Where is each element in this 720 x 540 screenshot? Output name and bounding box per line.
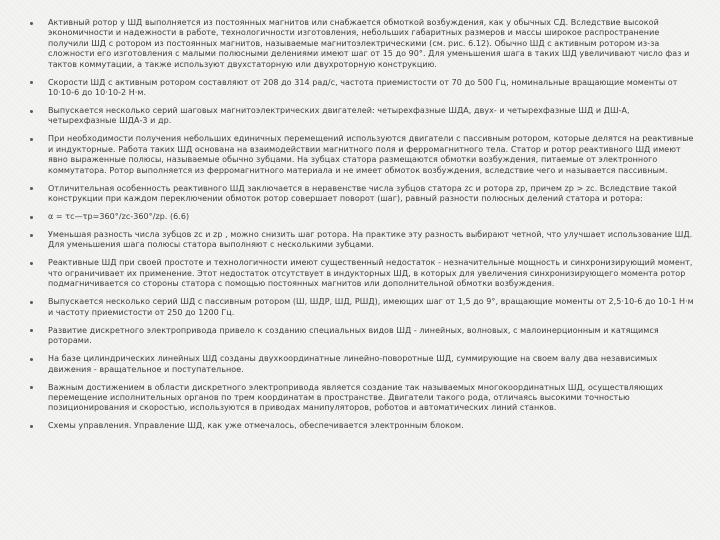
bullet-item xyxy=(28,297,700,318)
bullet-text: Реактивные ШД при своей простоте и технологичности имеют существенный недостаток - незначительные мощность и синхронизирующий момент, что ограничивает их применение. Этот недостаток отсутствует в индукторных ШД, в которых для увеличения синхронизирующего момента ротор подмагничивается со стороны статора с помощью постоянных магнитов или дополнительной обмотки возбуждения. xyxy=(48,258,693,289)
bullet-text: На базе цилиндрических линейных ШД созданы двухкоординатные линейно-поворотные ШД, суммирующие на своем валу два независимых движения - вращательное и поступательное. xyxy=(48,354,658,374)
bullet-dot-icon xyxy=(30,358,33,361)
bullet-dot-icon xyxy=(30,386,33,389)
bullet-item xyxy=(28,106,700,127)
bullet-item xyxy=(28,421,700,431)
bullet-dot-icon xyxy=(30,329,33,332)
bullet-text: Отличительная особенность реактивного ШД заключается в неравенстве числа зубцов статора zc и ротора zp, причем zp > zc. Вследствие такой конструкции при каждом переключении обмоток ротор совершает поворот (шаг), равный разности полюсных делений статора и ротора: xyxy=(48,183,677,204)
bullet-text: α = τc—τp=360°/zc-360°/zp. (6.6) xyxy=(48,212,190,222)
bullet-dot-icon xyxy=(30,234,33,237)
bullet-dot-icon xyxy=(30,425,33,428)
bullet-text: Выпускается несколько серий шаговых магнитоэлектрических двигателей: четырехфазные ШДА, двух- и четырехфазные ШД и ДШ-А, четырехфазные ШДА-3 и др. xyxy=(48,106,630,126)
bullet-list xyxy=(28,18,700,439)
bullet-item xyxy=(28,184,700,205)
bullet-dot-icon xyxy=(30,138,33,141)
bullet-dot-icon xyxy=(30,81,33,84)
bullet-text: При необходимости получения небольших единичных перемещений используются двигатели с пассивным ротором, которые делятся на реактивные и индукторные. Работа таких ШД основана на взаимодействии магнитного поля и ферромагнитного тела. Статор и ротор реактивного ШД имеют явно выраженные полюсы, называемые обычно зубцами. На зубцах статора размещаются обмотки возбуждения, питаемые от электронного коммутатора. Ротор выполняется из ферромагнитного материала и не имеет обмоток возбуждения, вследствие чего и называется пассивным. xyxy=(48,134,694,175)
bullet-text: Важным достижением в области дискретного электропривода является создание так называемых многокоординатных ШД, осуществляющих перемещение исполнительных органов по трем координатам в пространстве. Двигатели такого рода, отличаясь высокими точностью позиционирования и скоростью, используются в приводах манипуляторов, роботов и автоматических линий станков. xyxy=(48,382,664,413)
bullet-item xyxy=(28,258,700,289)
bullet-item xyxy=(28,326,700,347)
bullet-dot-icon xyxy=(30,301,33,304)
bullet-text: Активный ротор у ШД выполняется из постоянных магнитов или снабжается обмоткой возбуждения, как у обычных СД. Вследствие высокой экономичности и надежности в работе, технологичности изготовления, небольших габаритных размеров и массы широкое распространение получили ШД с ротором из постоянных магнитов, называемые магнитоэлектрическими (см. рис. 6.12). Обычно ШД с активным ротором из-за сложности его изготовления с малыми полюсными делениями имеют шаг от 15 до 90°. Для уменьшения шага в таких ШД увеличивают число фаз и тактов коммутации, а также используют двухстаторную или двухроторную конструкцию. xyxy=(48,18,690,69)
bullet-item xyxy=(28,134,700,176)
bullet-text: Выпускается несколько серий ШД с пассивным ротором (Ш, ШДР, ШД, РШД), имеющих шаг от 1,5 до 9°, вращающие моменты от 2,5·10-6 до 10-1 Н·м и частоту приемистости от 250 до 1200 Гц. xyxy=(48,297,694,317)
bullet-item xyxy=(28,354,700,375)
bullet-item xyxy=(28,18,700,70)
bullet-item xyxy=(28,230,700,251)
bullet-dot-icon xyxy=(30,110,33,113)
bullet-item xyxy=(28,78,700,99)
bullet-dot-icon xyxy=(30,216,33,219)
bullet-text: Скорости ШД с активным ротором составляют от 208 до 314 рад/с, частота приемистости от 70 до 500 Гц, номинальные вращающие моменты от 10·10-6 до 10·10-2 Н·м. xyxy=(48,77,678,98)
bullet-text: Схемы управления. Управление ШД, как уже отмечалось, обеспечивается электронным блоком. xyxy=(48,421,464,431)
bullet-item xyxy=(28,383,700,414)
bullet-item xyxy=(28,212,700,222)
bullet-dot-icon xyxy=(30,262,33,265)
bullet-dot-icon xyxy=(30,187,33,190)
bullet-dot-icon xyxy=(30,22,33,25)
bullet-text: Уменьшая разность числа зубцов zc и zp , можно снизить шаг ротора. На практике эту разность выбирают четной, что улучшает использование ШД. Для уменьшения шага полюсы статора выполняют с несколькими зубцами. xyxy=(48,230,693,250)
bullet-text: Развитие дискретного электропривода привело к созданию специальных видов ШД - линейных, волновых, с малоинерционным и катящимся роторами. xyxy=(48,325,659,346)
